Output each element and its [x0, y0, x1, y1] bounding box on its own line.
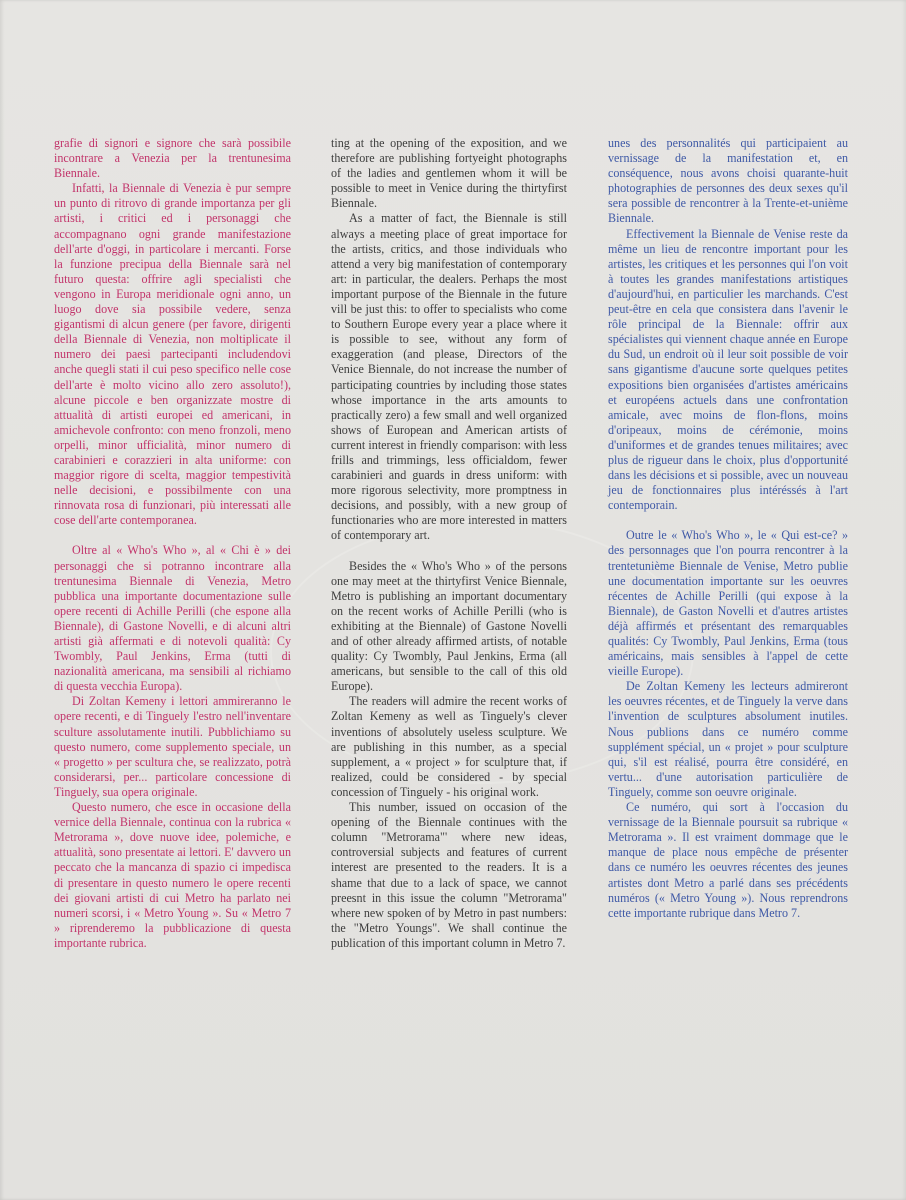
- french-paragraph-1: unes des personnalités qui participaient au vernissage de la manifestation et, en conséquence, nous avons choisi quarante-huit photographies de personnes des deux sexes qu'il sera possible de rencontrer à la Trente-et-unième Biennale.: [608, 136, 848, 226]
- english-paragraph-5: This number, issued on occasion of the opening of the Biennale continues with the column "Metrorama"' where new ideas, controversial subjects and features of current interest are presented to the readers. It is a shame that due to a lack of space, we cannot preesnt in this issue the column "Metrorama" where new spoken of by Metro in past numbers: the "Metro Youngs". We shall continue the publication of this important column in Metro 7.: [331, 800, 567, 950]
- english-column: [331, 136, 567, 951]
- french-paragraph-2: Effectivement la Biennale de Venise reste da même un lieu de rencontre important pour les artistes, les critiques et les personnes qui l'on voit à toutes les grandes manifestations artistiques d'aujourd'hui, en particulier les marchands. C'est peut-être en cela que consistera dans l'avenir le rôle principal de la Biennale: offrir aux spécialistes qui viennent chaque année en Europe du Sud, un endroit où il leur soit possible de voir sans gigantisme d'aucune sorte quelques petites expositions bien organisées d'artistes américains et européens actuels dans une confrontation amicale, avec moins de flon-flons, moins d'oripeaux, moins de cérémonie, moins d'uniformes et de grandes tenues militaires; avec plus de rigueur dans le choix, plus d'opportunité dans les décisions et si possible, avec un nouveau jeu de fonctionnaires plus intéréssés à l'art contemporain.: [608, 226, 848, 513]
- french-paragraph-5: Ce numéro, qui sort à l'occasion du vernissage de la Biennale poursuit sa rubrique « Metrorama ». Il est vraiment dommage que le manque de place nous empêche de présenter dans ce numéro les oeuvres récentes des jeunes artistes dont Metro a parlé dans ses précédents numéros (« Metro Young »). Nous reprendrons cette importante rubrique dans Metro 7.: [608, 800, 848, 920]
- italian-paragraph-4: Di Zoltan Kemeny i lettori ammireranno le opere recenti, e di Tinguely l'estro nell'inventare sculture assolutamente inutili. Pubblichiamo su questo numero, come supplemento speciale, un « progetto » per scultura che, se realizzato, potrà considerarsi, per... particolare concessione di Tinguely, sua opera originale.: [54, 694, 291, 799]
- italian-paragraph-1: grafie di signori e signore che sarà possibile incontrare a Venezia per la trentunesima Biennale.: [54, 136, 291, 181]
- italian-paragraph-2: Infatti, la Biennale di Venezia è pur sempre un punto di ritrovo di grande importanza per gli artisti, i critici ed i personaggi che accompagnano ogni grande manifestazione dell'arte d'oggi, in particolare i mercanti. Forse la funzione precipua della Biennale sarà nel futuro questa: offrire agli specialisti che vengono in Europa meridionale ogni anno, un luogo dove sia possibile vedere, senza gigantismi di alcun genere (per favore, dirigenti della Biennale di Venezia, non moltiplicate il numero dei paesi partecipanti includendovi anche quegli stati il cui peso specifico nelle cose dell'arte è molto vicino allo zero assoluto!), alcune piccole e ben organizzate mostre di attualità di artisti europei ed americani, in amichevole confronto: con meno fronzoli, meno orpelli, minor ufficialità, minor numero di carabinieri e corazzieri in alta uniforme: con maggior rigore di scelta, maggior tempestività nelle decisioni, e possibilmente con una rinnovata rosa di funzionari, più interessati alle cose dell'arte contemporanea.: [54, 181, 291, 528]
- english-paragraph-4: The readers will admire the recent works of Zoltan Kemeny as well as Tinguely's clever inventions of absolutely useless sculpture. We are publishing in this number, as a special supplement, a « project » for sculpture that, if realized, could be considered - by special concession of Tinguely - his original work.: [331, 694, 567, 799]
- italian-column: [54, 136, 291, 951]
- french-paragraph-3: Outre le « Who's Who », le « Qui est-ce? » des personnages que l'on pourra rencontrer à la trentetunième Biennale de Venise, Metro publie une documentation importante sur les oeuvres récentes de Achille Perilli (qui expose à la Biennale), de Gaston Novelli et d'autres artistes déjà affirmés et présentant des remarquables qualités: Cy Twombly, Paul Jenkins, Erma (tous américains, mais sensibles à l'appel de cette vieille Europe).: [608, 528, 848, 679]
- english-paragraph-3: Besides the « Who's Who » of the persons one may meet at the thirtyfirst Venice Biennale, Metro is publishing an important documentary on the recent works of Achille Perilli (who is exhibiting at the Biennale) of Gastone Novelli and of other already affirmed artists, of notable quality: Cy Twombly, Paul Jenkins, Erma (all americans, but sensible to the call of this old Europe).: [331, 558, 567, 694]
- french-column: [608, 136, 848, 921]
- italian-paragraph-5: Questo numero, che esce in occasione della vernice della Biennale, continua con la rubrica « Metrorama », dove nuove idee, polemiche, e attualità, sono presentate ai lettori. E' davvero un peccato che la mancanza di spazio ci impedisca di presentare in questo numero le opere recenti dei giovani artisti di cui Metro ha parlato nei numeri scorsi, i « Metro Young ». Su « Metro 7 » riprenderemo la pubblicazione di questa importante rubrica.: [54, 800, 291, 950]
- english-paragraph-2: As a matter of fact, the Biennale is still always a meeting place of great importace for the artists, critics, and those individuals who attend a very big manifestation of contemporary art: in particular, the dealers. Perhaps the most important purpose of the Biennale in the future vill be just this: to offer to specialists who come to Southern Europe every year a place where it is possible to see, without any form of exaggeration (and please, Directors of the Venice Biennale, do not increase the number of participating countries by including those states whose importance in the arts amounts to practically zero) a few small and well organized shows of European and American artists of current interest in friendly comparison: with less frills and trimmings, less officialdom, fewer carabinieri and guards in dress uniform: with more rigorous selectivity, more promptness in decisions, and possibly, with a new group of functionaries who are more interested in matters of contemporary art.: [331, 211, 567, 543]
- french-paragraph-4: De Zoltan Kemeny les lecteurs admireront les oeuvres récentes, et de Tinguely la verve dans l'invention de sculptures absolument inutiles. Nous publions dans ce numéro comme supplément spécial, un « projet » pour sculpture qui, s'il est réalisé, pourra être considéré, en vertu... d'une autorisation particulière de Tinguely, comme son oeuvre originale.: [608, 679, 848, 799]
- english-paragraph-1: ting at the opening of the exposition, and we therefore are publishing fortyeight photographs of the ladies and gentlemen whom it will be possible to meet in Venice during the thirtyfirst Biennale.: [331, 136, 567, 211]
- italian-paragraph-3: Oltre al « Who's Who », al « Chi è » dei personaggi che si potranno incontrare alla trentunesima Biennale di Venezia, Metro pubblica una importante documentazione sulle opere recenti di Achille Perilli (che espone alla Biennale), di Gastone Novelli, e di alcuni altri artisti già affermati e di notevoli qualità: Cy Twombly, Paul Jenkins, Erma (tutti di nazionalità americana, ma sensibili al richiamo di questa vecchia Europa).: [54, 543, 291, 694]
